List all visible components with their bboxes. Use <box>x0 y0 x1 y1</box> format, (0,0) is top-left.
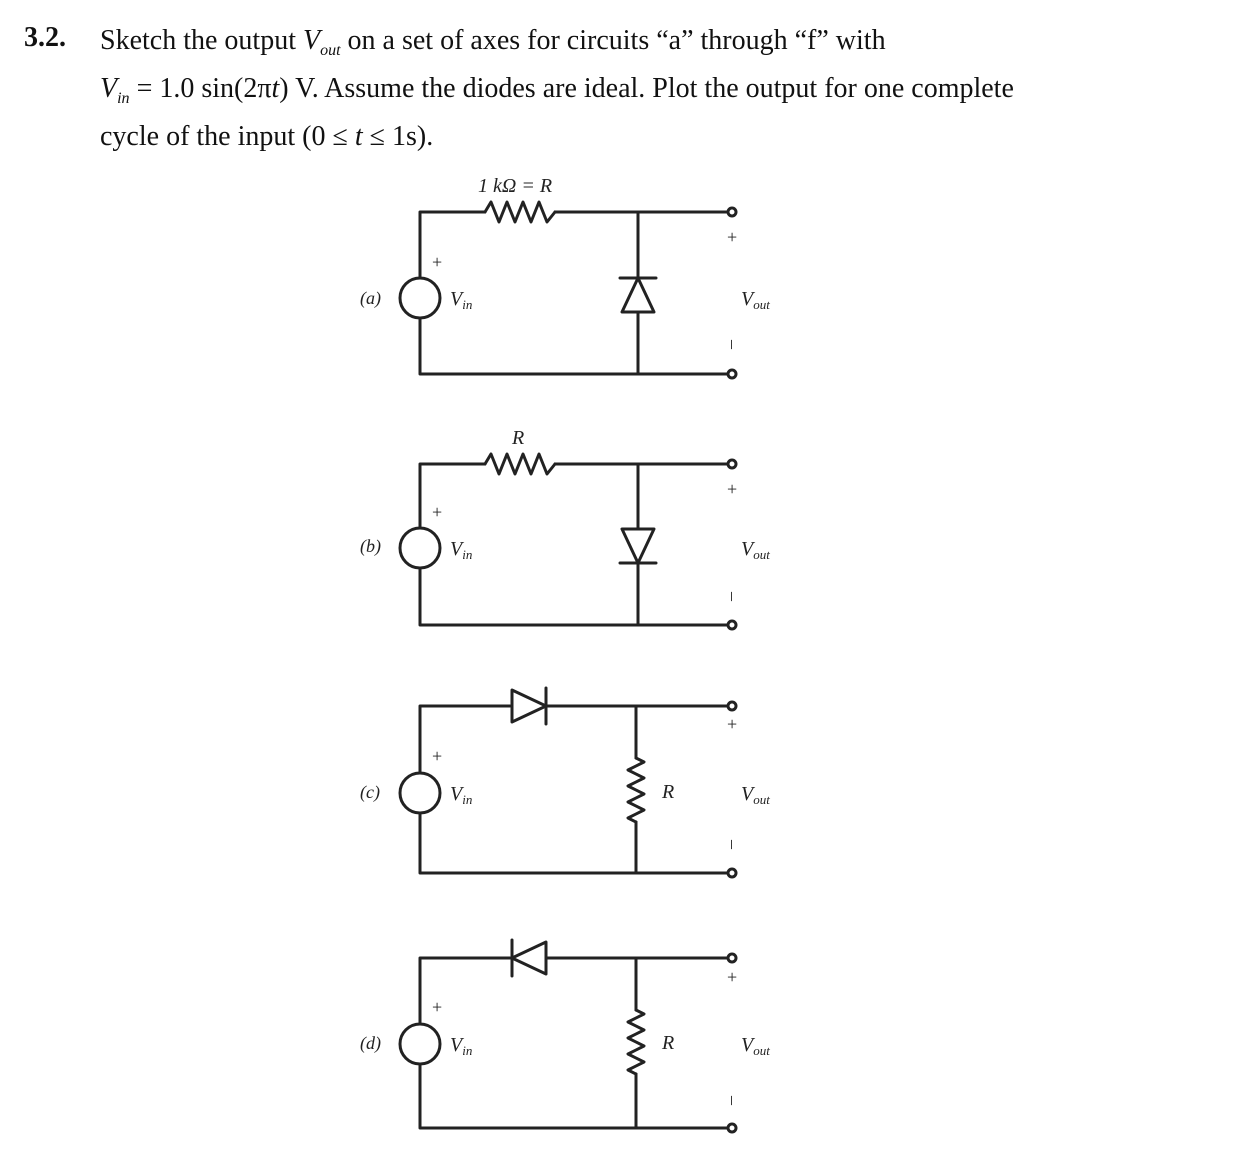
circuit-c-out-minus-terminal <box>728 869 736 877</box>
circuit-d-label: (d) <box>360 1033 381 1053</box>
circuit-a-out-minus-terminal <box>728 370 736 378</box>
circuit-b-source-plus: + <box>432 502 443 522</box>
circuit-b-out-minus: – <box>723 592 743 601</box>
circuit-b-top-wire <box>420 464 730 528</box>
circuit-b-output-label: $V_{out}$ <box>741 538 770 562</box>
circuit-b-out-minus-terminal <box>728 621 736 629</box>
circuit-d-source-label: $V_{in}$ <box>450 1034 473 1058</box>
circuit-a-source-plus: + <box>432 252 443 272</box>
circuit-d-resistor <box>628 1010 644 1074</box>
problem-line-1: Sketch the output $V_{out}$ on a set of axes for circuits “a” through “f” with <box>100 25 886 59</box>
circuit-d-output-label: $V_{out}$ <box>741 1034 770 1058</box>
circuit-c-source-plus: + <box>432 746 443 766</box>
circuit-b-source-label: $V_{in}$ <box>450 538 473 562</box>
circuit-a-label: (a) <box>360 288 381 308</box>
circuit-a-diode <box>620 278 656 312</box>
circuit-a-out-plus-terminal <box>728 208 736 216</box>
circuit-d-bottom-wire <box>420 1064 730 1128</box>
circuit-d-diode <box>512 940 546 976</box>
circuit-a-out-minus: – <box>723 340 743 349</box>
problem-line-2: $V_{in} = 1.0$ sin(2πt) V. Assume the diodes are ideal. Plot the output for one complete <box>100 73 1014 107</box>
circuit-c-out-plus: + <box>727 714 738 734</box>
circuit-c-top-wire <box>420 706 730 773</box>
circuit-c-output-label: $V_{out}$ <box>741 783 770 807</box>
circuit-d-out-plus: + <box>727 967 738 987</box>
circuit-d-out-minus: – <box>723 1096 743 1105</box>
circuit-a-resistor-label: 1 kΩ = R <box>478 175 553 197</box>
circuit-b-label: (b) <box>360 536 381 556</box>
circuit-b-resistor-label: R <box>512 427 525 449</box>
circuit-a-bottom-wire <box>420 318 730 374</box>
circuit-c-out-plus-terminal <box>728 702 736 710</box>
circuit-d-out-plus-terminal <box>728 954 736 962</box>
circuit-b-resistor <box>485 454 555 474</box>
circuit-c-resistor-label: R <box>662 781 675 803</box>
circuit-d-out-minus-terminal <box>728 1124 736 1132</box>
circuit-a-source <box>400 278 440 318</box>
circuit-c-resistor <box>628 758 644 822</box>
circuit-a-source-label: $V_{in}$ <box>450 288 473 312</box>
circuit-b-source <box>400 528 440 568</box>
circuit-c-source <box>400 773 440 813</box>
circuit-a-resistor <box>485 202 555 222</box>
circuit-b-out-plus: + <box>727 479 738 499</box>
circuit-b-diode <box>620 529 656 563</box>
circuit-b-out-plus-terminal <box>728 460 736 468</box>
circuit-c-source-label: $V_{in}$ <box>450 783 473 807</box>
circuit-a-output-label: $V_{out}$ <box>741 288 770 312</box>
circuit-d-resistor-label: R <box>662 1032 675 1054</box>
circuit-d-source-plus: + <box>432 997 443 1017</box>
circuit-c-bottom-wire <box>420 813 730 873</box>
circuit-b-bottom-wire <box>420 568 730 625</box>
circuit-a-top-wire <box>420 212 730 278</box>
circuit-d-top-wire <box>420 958 730 1024</box>
circuit-c-diode <box>512 688 546 724</box>
problem-line-3: cycle of the input (0 ≤ t ≤ 1s). <box>100 121 434 152</box>
circuit-a-out-plus: + <box>727 227 738 247</box>
circuit-c-label: (c) <box>360 782 380 802</box>
problem-number: 3.2. <box>24 22 66 53</box>
circuit-d-source <box>400 1024 440 1064</box>
circuit-c-out-minus: – <box>723 840 743 849</box>
